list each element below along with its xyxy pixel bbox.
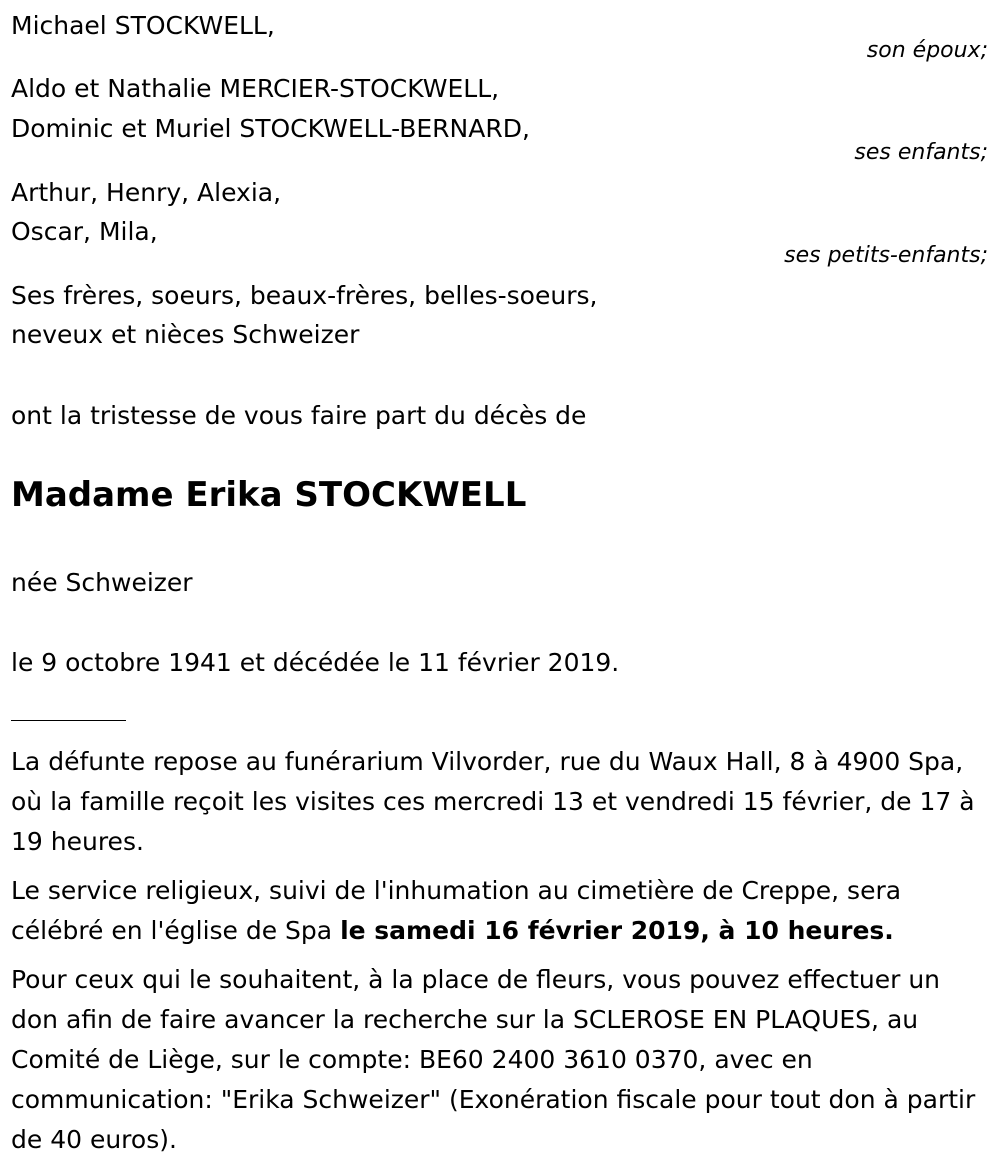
separator-line <box>11 720 126 721</box>
announcement-text: ont la tristesse de vous faire part du décès de <box>11 401 587 430</box>
maiden-name: née Schweizer <box>11 568 193 597</box>
visitation-paragraph: La défunte repose au funérarium Vilvorder, rue du Waux Hall, 8 à 4900 Spa, où la famille reçoit les visites ces mercredi 13 et vendredi 15 février, de 17 à 19 heures. <box>11 747 975 856</box>
birth-death-dates: le 9 octobre 1941 et décédée le 11 février 2019. <box>11 648 620 677</box>
service-text: Le service religieux, suivi de l'inhumation au cimetière de Creppe, sera célébré en l'église de Spa <box>11 876 902 945</box>
spouse-name: Michael STOCKWELL, <box>11 11 275 40</box>
grandchildren-role: ses petits-enfants; <box>784 243 988 268</box>
service-date: le samedi 16 février 2019, à 10 heures. <box>340 916 894 945</box>
grandchild-line-1: Arthur, Henry, Alexia, <box>11 178 282 207</box>
grandchild-line-2: Oscar, Mila, <box>11 217 158 246</box>
child-line-2: Dominic et Muriel STOCKWELL-BERNARD, <box>11 114 530 143</box>
relatives-line-1: Ses frères, soeurs, beaux-frères, belles-soeurs, <box>11 281 598 310</box>
relatives-line-2: neveux et nièces Schweizer <box>11 320 360 349</box>
donation-paragraph: Pour ceux qui le souhaitent, à la place de fleurs, vous pouvez effectuer un don afin de faire avancer la recherche sur la SCLEROSE EN PLAQUES, au Comité de Liège, sur le compte: BE60 2400 3610 0370, avec en communication: "Erika Schweizer" (Exonération fiscale pour tout don à partir de 40 euros). <box>11 965 976 1154</box>
children-role: ses enfants; <box>854 140 988 165</box>
deceased-name: Madame Erika STOCKWELL <box>11 475 527 515</box>
service-paragraph <box>11 871 991 951</box>
spouse-role: son époux; <box>866 38 988 63</box>
child-line-1: Aldo et Nathalie MERCIER-STOCKWELL, <box>11 74 500 103</box>
